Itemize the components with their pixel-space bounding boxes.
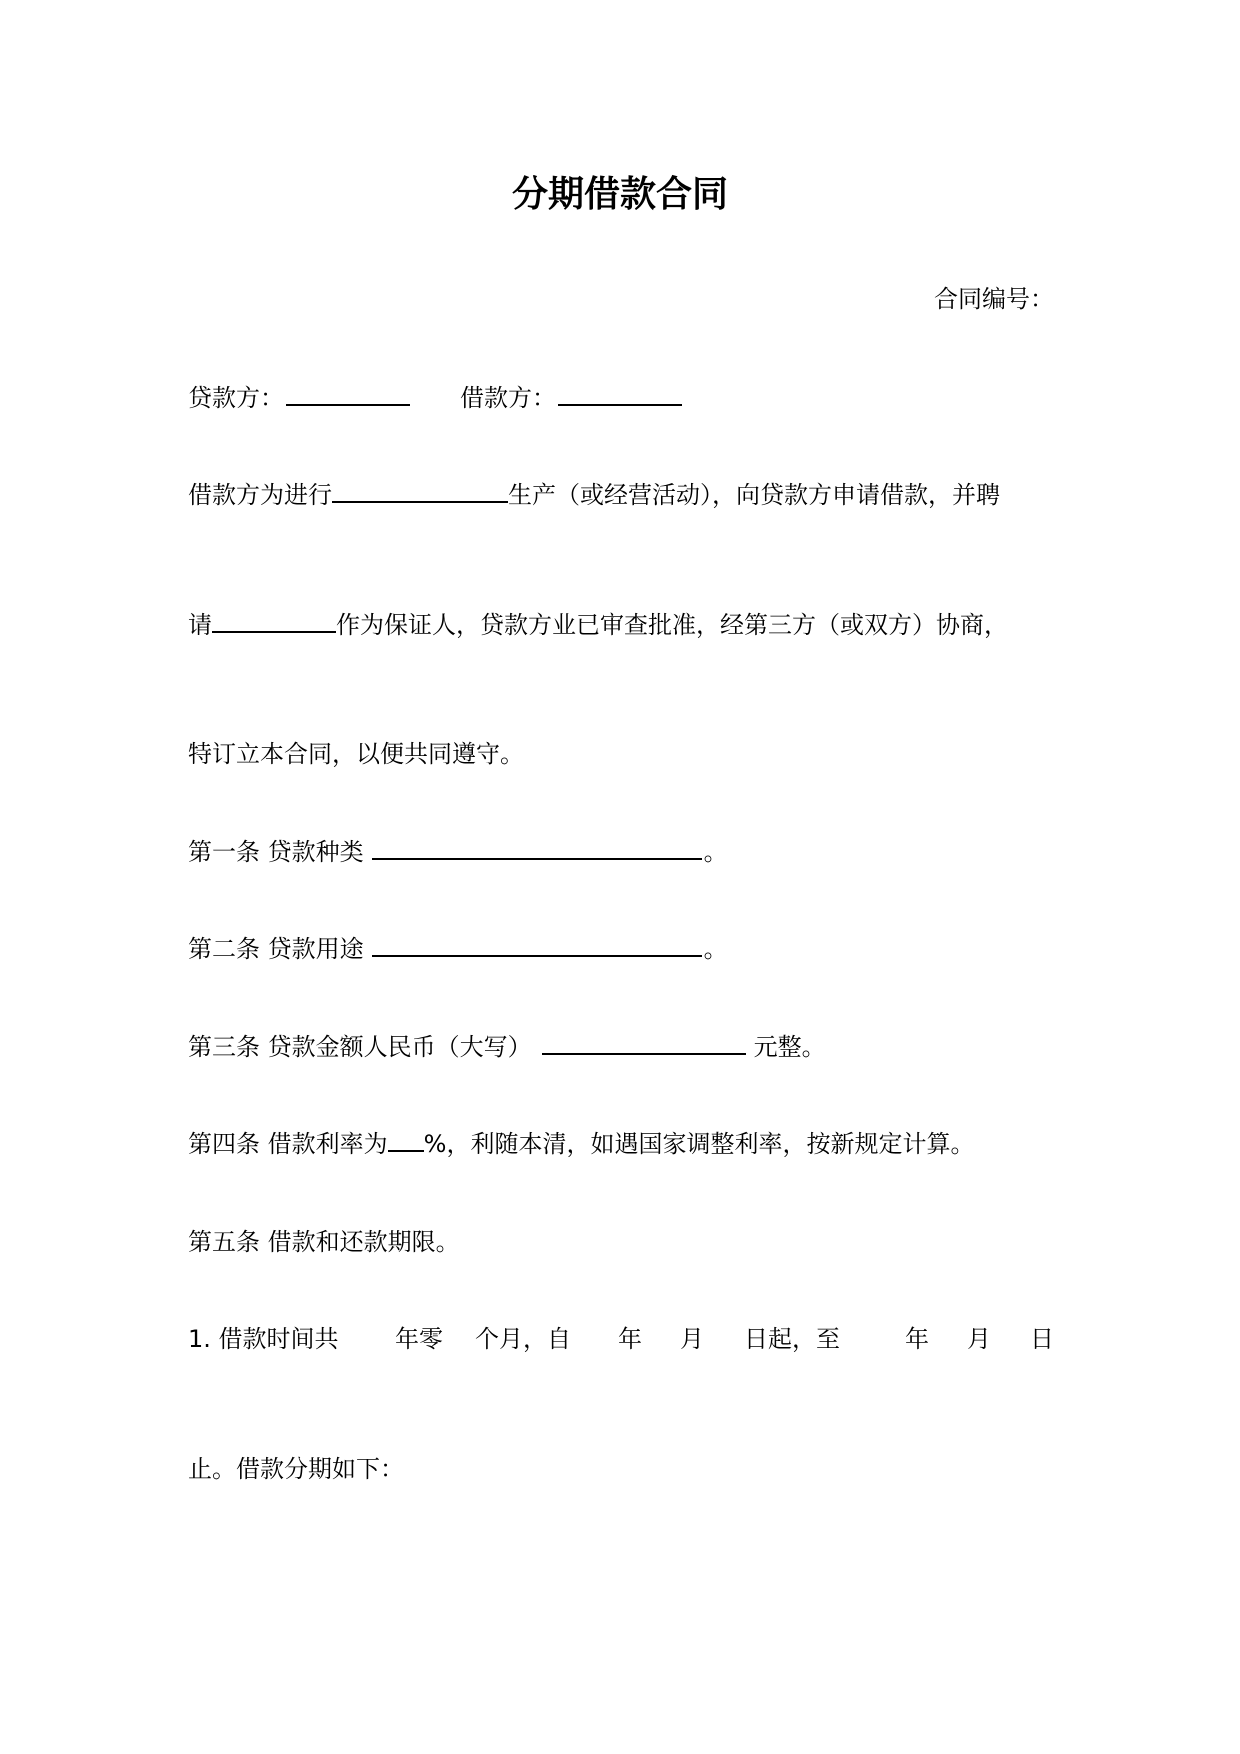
preamble-text: 生产（或经营活动），向贷款方申请借款，并聘: [508, 481, 1000, 509]
preamble-line-1: [188, 479, 1000, 511]
article-label: 第三条 贷款金额人民币（大写）: [188, 1033, 532, 1061]
article-text: %，利随本清，如遇国家调整利率，按新规定计算。: [423, 1130, 975, 1158]
document-title: 分期借款合同: [511, 173, 728, 215]
article-end: 。: [703, 838, 728, 866]
preamble-line-2: [188, 609, 1008, 641]
guarantor-blank[interactable]: [212, 609, 336, 633]
term-text: 月: [680, 1325, 704, 1353]
loan-type-blank[interactable]: [372, 836, 702, 860]
article-3: [188, 1031, 826, 1063]
loan-amount-blank[interactable]: [542, 1031, 746, 1055]
article-2: [188, 933, 728, 965]
term-text: 月: [967, 1325, 991, 1353]
term-text: 个月，自: [475, 1325, 571, 1353]
article-label: 第四条 借款利率为: [188, 1130, 388, 1158]
preamble-text: 作为保证人，贷款方业已审查批准，经第三方（或双方）协商，: [336, 611, 1008, 639]
article-end: 元整。: [753, 1033, 826, 1061]
term-text: 年: [618, 1325, 642, 1353]
contract-number-label: 合同编号：: [934, 285, 1054, 313]
article-end: 。: [703, 935, 728, 963]
article-label: 第二条 贷款用途: [188, 935, 364, 963]
production-blank[interactable]: [332, 479, 508, 503]
term-text: 日起，至: [744, 1325, 840, 1353]
lender-blank[interactable]: [286, 382, 410, 406]
borrower-blank[interactable]: [558, 382, 682, 406]
loan-purpose-blank[interactable]: [372, 933, 702, 957]
article-4: [188, 1128, 974, 1160]
borrower-label: 借款方：: [460, 384, 556, 412]
term-text: 年: [905, 1325, 929, 1353]
article-1: [188, 836, 728, 868]
lender-label: 贷款方：: [188, 384, 284, 412]
parties-line: [188, 382, 684, 414]
term-text: 年零: [395, 1325, 443, 1353]
interest-rate-blank[interactable]: [388, 1128, 424, 1152]
term-text: 1. 借款时间共: [188, 1325, 339, 1353]
term-text: 日: [1030, 1325, 1054, 1353]
loan-term-line-2: 止。借款分期如下：: [188, 1455, 404, 1483]
article-5: 第五条 借款和还款期限。: [188, 1228, 460, 1256]
article-label: 第一条 贷款种类: [188, 838, 364, 866]
preamble-text: 请: [188, 611, 212, 639]
preamble-line-3: 特订立本合同，以便共同遵守。: [188, 740, 524, 768]
loan-term-line-1: [188, 1323, 1058, 1355]
preamble-text: 借款方为进行: [188, 481, 332, 509]
